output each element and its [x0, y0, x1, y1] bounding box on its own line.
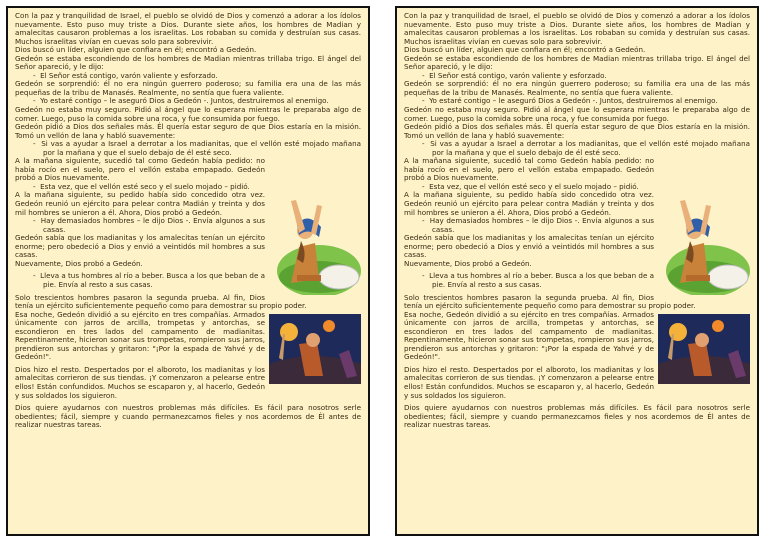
dialogue-line: - El Señor está contigo, varón valiente y esforzado. — [33, 70, 218, 80]
paragraph: Gedeón sabía que los madianitas y los amalecitas tenían un ejército enorme; pero obedeció a Dios y envió a veintidós mil hombres a sus casas. — [404, 233, 654, 260]
paragraph: Con la paz y tranquilidad de Israel, el pueblo se olvidó de Dios y comenzó a adorar a los ídolos nuevamente. Esto puso muy triste a Dios. Durante siete años, los hombres de Madian y amalecitas causaron problemas a los israelitas. Los robaban su comida y destruían sus casas. Muchos israelitas vivían en cuevas solo para sobrevivir. — [404, 11, 750, 46]
dialogue-line: - Esta vez, que el vellón esté seco y el suelo mojado – pidió. — [33, 181, 250, 191]
paragraph: Gedeón no estaba muy seguro. Pidió al ángel que lo esperara mientras le preparaba algo de comer. Luego, puso la comida sobre una roca, y fue consumida por fuego. — [15, 105, 361, 123]
paragraph: Dios buscó un líder, alguien que confiara en él; encontró a Gedeón. — [15, 45, 257, 55]
paragraph: Dios hizo el resto. Despertados por el alboroto, los madianitas y los amalecitas corrieron de sus tiendas. ¡Y comenzaron a pelearse entre ellos! Están confundidos. Muchos se escaparon y, al hacerlo, Gedeón y sus soldados los siguieron. — [404, 364, 654, 400]
paragraph: A la mañana siguiente, sucedió tal como Gedeón había pedido: no había rocío en el suelo, pero el vellón estaba empapado. Gedeón probó a Dios nuevamente. — [404, 156, 654, 183]
paragraph: Gedeón se sorprendió: él no era ningún guerrero poderoso; su familia era una de las más pequeñas de la tribu de Manasés. Realmente, no sentía que fuera valiente. — [404, 79, 750, 97]
document-page-right — [395, 6, 759, 536]
night-battle-illustration — [269, 314, 361, 384]
night-battle-illustration — [658, 314, 750, 384]
dialogue-line: - Lleva a tus hombres al río a beber. Busca a los que beban de a pie. Envía al resto a sus casas. — [33, 271, 265, 289]
dialogue-line: - Yo estaré contigo – le aseguró Dios a Gedeón -. Juntos, destruiremos al enemigo. — [33, 96, 329, 106]
dialogue-line: - Lleva a tus hombres al río a beber. Busca a los que beban de a pie. Envía al resto a sus casas. — [422, 271, 654, 289]
paragraph: Gedeón no estaba muy seguro. Pidió al ángel que lo esperara mientras le preparaba algo de comer. Luego, puso la comida sobre una roca, y fue consumida por fuego. — [404, 105, 750, 123]
page-text-right — [404, 12, 750, 430]
dialogue-line: - Hay demasiados hombres – le dijo Dios -. Envía algunos a sus casas. — [422, 216, 654, 234]
paragraph: Gedeón se estaba escondiendo de los hombres de Madian mientras trillaba trigo. El ángel del Señor apareció, y le dijo: — [404, 53, 750, 72]
praying-gideon-icon — [658, 191, 750, 295]
dialogue-line: - Yo estaré contigo – le aseguró Dios a Gedeón -. Juntos, destruiremos al enemigo. — [422, 96, 718, 106]
paragraph: A la mañana siguiente, su pedido había sido concedido otra vez. Gedeón reunió un ejército para pelear contra Madián y treinta y dos mil hombres se unieron a él. Ahora, Dios probó a Gedeón. — [404, 190, 654, 217]
dialogue-line: - El Señor está contigo, varón valiente y esforzado. — [422, 70, 607, 80]
paragraph: Gedeón pidió a Dios dos señales más. Él quería estar seguro de que Dios estaría en la misión. Tomó un vellón de lana y habló suavemente: — [15, 122, 361, 140]
paragraph: Nuevamente, Dios probó a Gedeón. — [15, 258, 143, 268]
paragraph: Gedeón se estaba escondiendo de los hombres de Madian mientras trillaba trigo. El ángel del Señor apareció, y le dijo: — [15, 53, 361, 72]
paragraph: Solo trescientos hombres pasaron la segunda prueba. Al fin, Dios tenía un ejército suficientemente pequeño como para demostrar su propio poder. — [15, 292, 307, 311]
night-battle-scene-icon — [269, 314, 361, 384]
paragraph: Dios quiere ayudarnos con nuestros problemas más difíciles. Es fácil para nosotros serle obedientes; fácil, siempre y cuando permanezcamos fieles y nos acordemos de Él antes de realizar nuestras tareas. — [404, 403, 750, 430]
paragraph: Dios quiere ayudarnos con nuestros problemas más difíciles. Es fácil para nosotros serle obedientes; fácil, siempre y cuando permanezcamos fieles y nos acordemos de Él antes de realizar nuestras tareas. — [15, 403, 361, 430]
dialogue-line: - Esta vez, que el vellón esté seco y el suelo mojado – pidió. — [422, 181, 639, 191]
paragraph: Esa noche, Gedeón dividió a su ejército en tres compañías. Armados únicamente con jarros de arcilla, trompetas y antorchas, se escondieron en tres lados del campamento de madianitas. Repentinamente, hicieron sonar sus trompetas, rompieron sus jarros, prendieron sus antorchas y gritaron: "¡Por la espada de Yahvé y de Gedeón!". — [404, 309, 654, 362]
night-battle-scene-icon — [658, 314, 750, 384]
praying-gideon-illustration — [269, 191, 361, 295]
praying-gideon-icon — [269, 191, 361, 295]
praying-gideon-illustration — [658, 191, 750, 295]
paragraph: Nuevamente, Dios probó a Gedeón. — [404, 258, 532, 268]
paragraph: Con la paz y tranquilidad de Israel, el pueblo se olvidó de Dios y comenzó a adorar a los ídolos nuevamente. Esto puso muy triste a Dios. Durante siete años, los hombres de Madian y amalecitas causaron problemas a los israelitas. Los robaban su comida y destruían sus casas. Muchos israelitas vivían en cuevas solo para sobrevivir. — [15, 11, 361, 46]
paragraph: Gedeón sabía que los madianitas y los amalecitas tenían un ejército enorme; pero obedeció a Dios y envió a veintidós mil hombres a sus casas. — [15, 233, 265, 260]
paragraph: Esa noche, Gedeón dividió a su ejército en tres compañías. Armados únicamente con jarros de arcilla, trompetas y antorchas, se escondieron en tres lados del campamento de madianitas. Repentinamente, hicieron sonar sus trompetas, rompieron sus jarros, prendieron sus antorchas y gritaron: "¡Por la espada de Yahvé y de Gedeón!". — [15, 309, 265, 362]
paragraph: A la mañana siguiente, su pedido había sido concedido otra vez. Gedeón reunió un ejército para pelear contra Madián y treinta y dos mil hombres se unieron a él. Ahora, Dios probó a Gedeón. — [15, 190, 265, 217]
paragraph: Gedeón se sorprendió: él no era ningún guerrero poderoso; su familia era una de las más pequeñas de la tribu de Manasés. Realmente, no sentía que fuera valiente. — [15, 79, 361, 97]
document-page-left — [6, 6, 370, 536]
paragraph: Solo trescientos hombres pasaron la segunda prueba. Al fin, Dios tenía un ejército suficientemente pequeño como para demostrar su propio poder. — [404, 292, 696, 311]
page-text-left — [15, 12, 361, 430]
dialogue-line: - Si vas a ayudar a Israel a derrotar a los madianitas, que el vellón esté mojado mañana por la mañana y que el suelo debajo de él esté seco. — [422, 139, 750, 157]
paragraph: A la mañana siguiente, sucedió tal como Gedeón había pedido: no había rocío en el suelo, pero el vellón estaba empapado. Gedeón probó a Dios nuevamente. — [15, 156, 265, 183]
dialogue-line: - Hay demasiados hombres – le dijo Dios -. Envía algunos a sus casas. — [33, 216, 265, 234]
paragraph: Dios buscó un líder, alguien que confiara en él; encontró a Gedeón. — [404, 45, 646, 55]
paragraph: Gedeón pidió a Dios dos señales más. Él quería estar seguro de que Dios estaría en la misión. Tomó un vellón de lana y habló suavemente: — [404, 122, 750, 140]
dialogue-line: - Si vas a ayudar a Israel a derrotar a los madianitas, que el vellón esté mojado mañana por la mañana y que el suelo debajo de él esté seco. — [33, 139, 361, 157]
paragraph: Dios hizo el resto. Despertados por el alboroto, los madianitas y los amalecitas corrieron de sus tiendas. ¡Y comenzaron a pelearse entre ellos! Están confundidos. Muchos se escaparon y, al hacerlo, Gedeón y sus soldados los siguieron. — [15, 364, 265, 400]
